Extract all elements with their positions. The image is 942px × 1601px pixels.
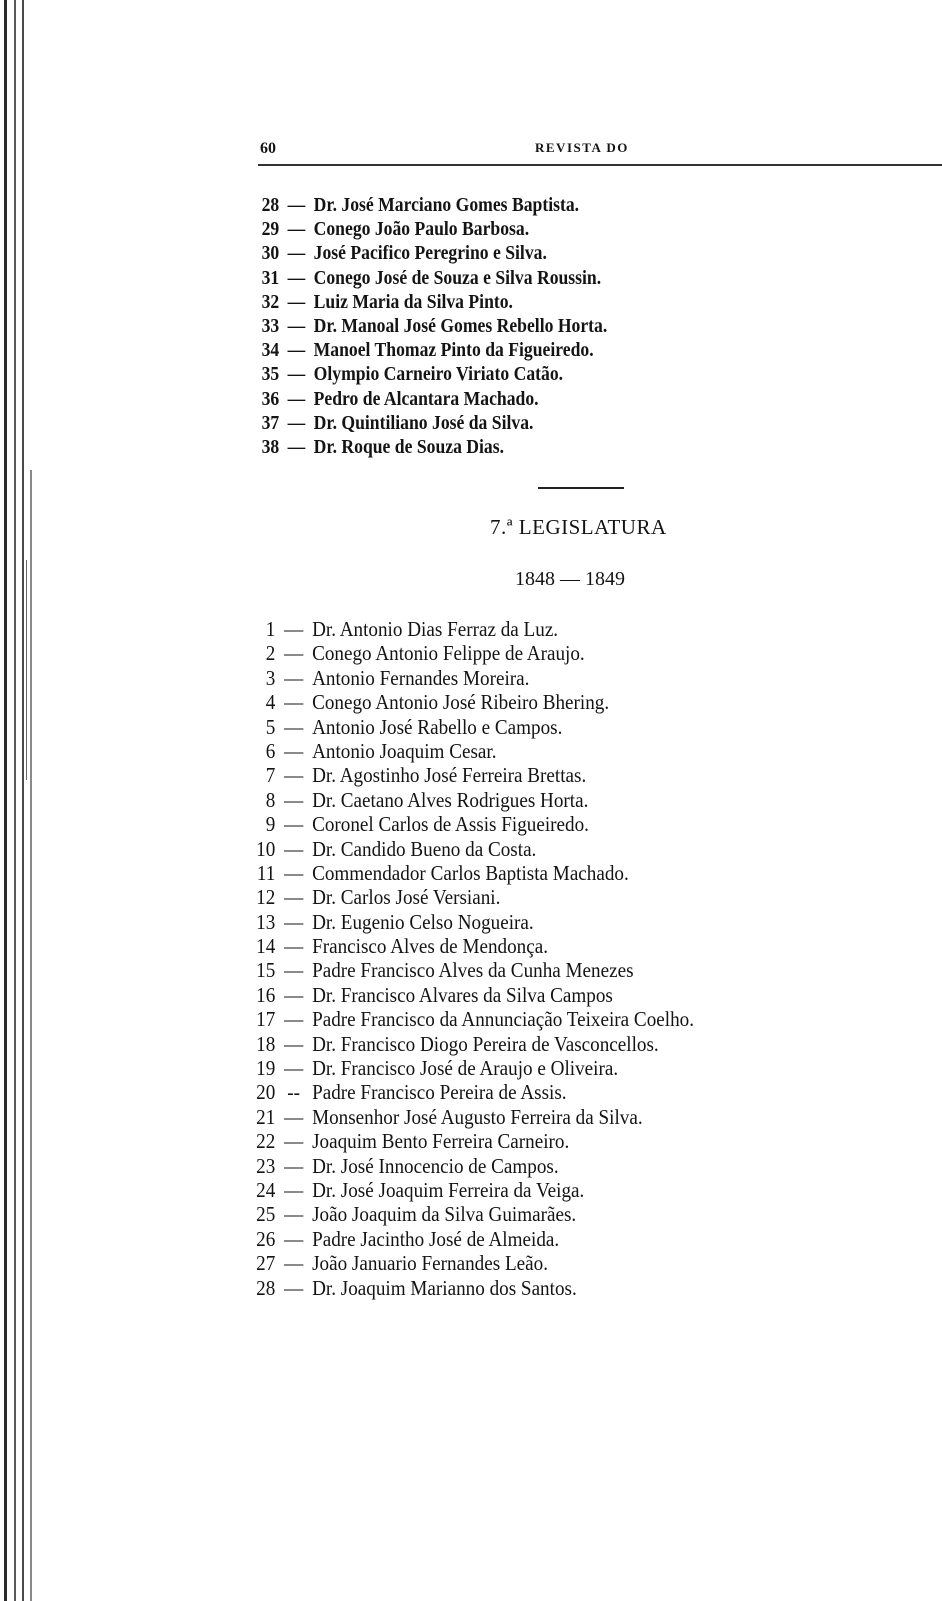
list-item bbox=[244, 838, 694, 862]
item-dash: — bbox=[284, 959, 304, 983]
member-name: Conego João Paulo Barbosa. bbox=[313, 218, 530, 241]
member-name: Dr. José Innocencio de Campos. bbox=[312, 1154, 559, 1178]
member-name: Dr. Candido Bueno da Costa. bbox=[312, 837, 537, 861]
item-number: 18 bbox=[256, 1032, 276, 1056]
item-number: 37 bbox=[261, 411, 280, 434]
item-dash: — bbox=[284, 691, 304, 715]
list-item bbox=[244, 691, 694, 715]
item-dash: — bbox=[284, 618, 304, 641]
header-rule bbox=[258, 164, 942, 166]
list-item bbox=[244, 1081, 694, 1105]
item-number: 20 bbox=[256, 1081, 276, 1105]
item-number: 22 bbox=[256, 1130, 276, 1154]
list-item bbox=[244, 862, 694, 886]
list-item bbox=[244, 740, 694, 764]
member-name: Dr. Eugenio Celso Nogueira. bbox=[312, 910, 534, 934]
list-item bbox=[250, 266, 607, 290]
item-dash: — bbox=[284, 1252, 304, 1276]
list-item bbox=[244, 1033, 694, 1057]
item-dash: — bbox=[287, 314, 306, 337]
list-item bbox=[244, 984, 694, 1008]
item-number: 33 bbox=[261, 314, 280, 337]
book-binding-edge bbox=[0, 0, 40, 1601]
member-name: Antonio José Rabello e Campos. bbox=[312, 715, 563, 739]
list-item bbox=[244, 911, 694, 935]
member-name: Dr. Manoal José Gomes Rebello Horta. bbox=[313, 314, 608, 337]
member-name: Conego Antonio Felippe de Araujo. bbox=[312, 642, 585, 666]
list-item bbox=[244, 618, 694, 642]
item-number: 26 bbox=[256, 1227, 276, 1251]
member-name: Dr. Joaquim Marianno dos Santos. bbox=[312, 1276, 577, 1300]
legislature-member-list bbox=[244, 618, 733, 1301]
item-dash: — bbox=[284, 1057, 304, 1081]
item-dash: — bbox=[284, 861, 304, 885]
list-item bbox=[250, 290, 607, 314]
list-item bbox=[244, 1008, 694, 1032]
item-dash: — bbox=[284, 1008, 304, 1032]
member-name: Luiz Maria da Silva Pinto. bbox=[313, 290, 513, 313]
member-name: Dr. Francisco Alvares da Silva Campos bbox=[312, 983, 613, 1007]
list-item bbox=[250, 193, 607, 217]
item-number: 3 bbox=[265, 666, 276, 690]
member-name: Francisco Alves de Mendonça. bbox=[312, 935, 549, 959]
item-number: 36 bbox=[261, 387, 280, 410]
member-name: Coronel Carlos de Assis Figueiredo. bbox=[312, 813, 589, 837]
item-number: 32 bbox=[261, 290, 280, 313]
list-item bbox=[250, 217, 607, 241]
list-item bbox=[244, 1106, 694, 1130]
member-name: João Januario Fernandes Leão. bbox=[312, 1252, 548, 1276]
member-name: Dr. Roque de Souza Dias. bbox=[313, 435, 505, 458]
item-dash: -- bbox=[287, 1081, 301, 1105]
item-number: 16 bbox=[256, 983, 276, 1007]
item-dash: — bbox=[284, 1032, 304, 1056]
list-item bbox=[250, 411, 607, 435]
item-number: 30 bbox=[261, 242, 280, 265]
item-number: 5 bbox=[265, 715, 276, 739]
member-name: Dr. Agostinho José Ferreira Brettas. bbox=[312, 764, 587, 788]
item-number: 4 bbox=[265, 691, 276, 715]
item-dash: — bbox=[284, 983, 304, 1007]
member-name: Monsenhor José Augusto Ferreira da Silva. bbox=[312, 1105, 643, 1129]
list-item bbox=[244, 1203, 694, 1227]
list-item bbox=[244, 1252, 694, 1276]
list-item bbox=[244, 764, 694, 788]
list-item bbox=[250, 314, 607, 338]
item-dash: — bbox=[284, 1130, 304, 1154]
item-number: 31 bbox=[261, 266, 280, 289]
item-number: 25 bbox=[256, 1203, 276, 1227]
item-dash: — bbox=[284, 910, 304, 934]
member-name: Olympio Carneiro Viriato Catão. bbox=[313, 363, 564, 386]
member-name: Conego Antonio José Ribeiro Bhering. bbox=[312, 691, 610, 715]
list-item bbox=[244, 1179, 694, 1203]
item-dash: — bbox=[284, 739, 304, 763]
item-dash: — bbox=[287, 290, 306, 313]
item-number: 28 bbox=[256, 1276, 276, 1300]
list-item bbox=[244, 1277, 694, 1301]
item-number: 27 bbox=[256, 1252, 276, 1276]
page-number: 60 bbox=[260, 140, 276, 157]
item-number: 19 bbox=[256, 1057, 276, 1081]
item-number: 7 bbox=[265, 764, 276, 788]
list-item bbox=[244, 935, 694, 959]
running-head: REVISTA DO bbox=[535, 140, 629, 155]
list-item bbox=[250, 241, 607, 265]
item-number: 34 bbox=[261, 339, 280, 362]
list-item bbox=[244, 642, 694, 666]
member-name: Dr. Carlos José Versiani. bbox=[312, 886, 501, 910]
item-dash: — bbox=[287, 218, 306, 241]
item-number: 17 bbox=[256, 1008, 276, 1032]
item-dash: — bbox=[284, 764, 304, 788]
member-name: Conego José de Souza e Silva Roussin. bbox=[313, 266, 602, 289]
item-dash: — bbox=[287, 411, 306, 434]
item-number: 9 bbox=[265, 813, 276, 837]
item-number: 10 bbox=[256, 837, 276, 861]
list-item bbox=[244, 667, 694, 691]
member-name: Dr. Antonio Dias Ferraz da Luz. bbox=[312, 618, 559, 641]
list-item bbox=[244, 813, 694, 837]
list-item bbox=[244, 1130, 694, 1154]
member-name: Dr. José Marciano Gomes Baptista. bbox=[313, 194, 580, 216]
list-item bbox=[250, 362, 607, 386]
item-dash: — bbox=[287, 363, 306, 386]
item-number: 38 bbox=[261, 435, 280, 458]
list-item bbox=[250, 387, 607, 411]
item-number: 35 bbox=[261, 363, 280, 386]
section-divider bbox=[538, 487, 624, 489]
member-name: Manoel Thomaz Pinto da Figueiredo. bbox=[313, 339, 594, 362]
item-dash: — bbox=[284, 837, 304, 861]
item-number: 1 bbox=[265, 618, 276, 641]
item-dash: — bbox=[284, 642, 304, 666]
item-number: 24 bbox=[256, 1178, 276, 1202]
item-number: 28 bbox=[261, 194, 280, 216]
list-item bbox=[244, 1228, 694, 1252]
item-dash: — bbox=[284, 715, 304, 739]
member-name: Joaquim Bento Ferreira Carneiro. bbox=[312, 1130, 570, 1154]
item-number: 12 bbox=[256, 886, 276, 910]
item-number: 23 bbox=[256, 1154, 276, 1178]
member-name: José Pacifico Peregrino e Silva. bbox=[313, 242, 547, 265]
item-dash: — bbox=[284, 1227, 304, 1251]
item-number: 14 bbox=[256, 935, 276, 959]
item-number: 6 bbox=[265, 739, 276, 763]
item-number: 29 bbox=[261, 218, 280, 241]
member-name: Dr. José Joaquim Ferreira da Veiga. bbox=[312, 1178, 585, 1202]
item-dash: — bbox=[284, 1154, 304, 1178]
item-dash: — bbox=[287, 435, 306, 458]
item-dash: — bbox=[284, 935, 304, 959]
member-name: Commendador Carlos Baptista Machado. bbox=[312, 861, 629, 885]
member-name: Dr. Quintiliano José da Silva. bbox=[313, 411, 534, 434]
member-name: Dr. Francisco José de Araujo e Oliveira. bbox=[312, 1057, 619, 1081]
member-name: Dr. Francisco Diogo Pereira de Vasconcellos. bbox=[312, 1032, 659, 1056]
list-item bbox=[244, 886, 694, 910]
list-item bbox=[244, 959, 694, 983]
member-name: Pedro de Alcantara Machado. bbox=[313, 387, 539, 410]
item-dash: — bbox=[284, 666, 304, 690]
section-years: 1848 — 1849 bbox=[515, 568, 625, 590]
item-dash: — bbox=[287, 242, 306, 265]
list-item bbox=[244, 716, 694, 740]
list-item bbox=[244, 789, 694, 813]
item-dash: — bbox=[284, 788, 304, 812]
item-number: 11 bbox=[256, 861, 276, 885]
item-dash: — bbox=[284, 1178, 304, 1202]
member-name: Dr. Caetano Alves Rodrigues Horta. bbox=[312, 788, 589, 812]
item-number: 21 bbox=[256, 1105, 276, 1129]
continued-member-list bbox=[250, 193, 665, 459]
item-dash: — bbox=[284, 813, 304, 837]
section-title: 7.ª LEGISLATURA bbox=[490, 515, 667, 539]
item-dash: — bbox=[287, 387, 306, 410]
list-item bbox=[244, 1155, 694, 1179]
item-number: 2 bbox=[265, 642, 276, 666]
item-dash: — bbox=[284, 1105, 304, 1129]
member-name: Padre Jacintho José de Almeida. bbox=[312, 1227, 560, 1251]
member-name: Padre Francisco Pereira de Assis. bbox=[312, 1081, 567, 1105]
member-name: João Joaquim da Silva Guimarães. bbox=[312, 1203, 577, 1227]
list-item bbox=[250, 435, 607, 459]
item-dash: — bbox=[284, 1203, 304, 1227]
item-dash: — bbox=[284, 1276, 304, 1300]
item-number: 8 bbox=[265, 788, 276, 812]
member-name: Antonio Fernandes Moreira. bbox=[312, 666, 530, 690]
item-number: 13 bbox=[256, 910, 276, 934]
item-dash: — bbox=[284, 886, 304, 910]
member-name: Padre Francisco Alves da Cunha Menezes bbox=[312, 959, 634, 983]
list-item bbox=[244, 1057, 694, 1081]
list-item bbox=[250, 338, 607, 362]
item-dash: — bbox=[287, 194, 306, 216]
member-name: Padre Francisco da Annunciação Teixeira Coelho. bbox=[312, 1008, 694, 1032]
item-dash: — bbox=[287, 266, 306, 289]
item-dash: — bbox=[287, 339, 306, 362]
item-number: 15 bbox=[256, 959, 276, 983]
member-name: Antonio Joaquim Cesar. bbox=[312, 739, 497, 763]
